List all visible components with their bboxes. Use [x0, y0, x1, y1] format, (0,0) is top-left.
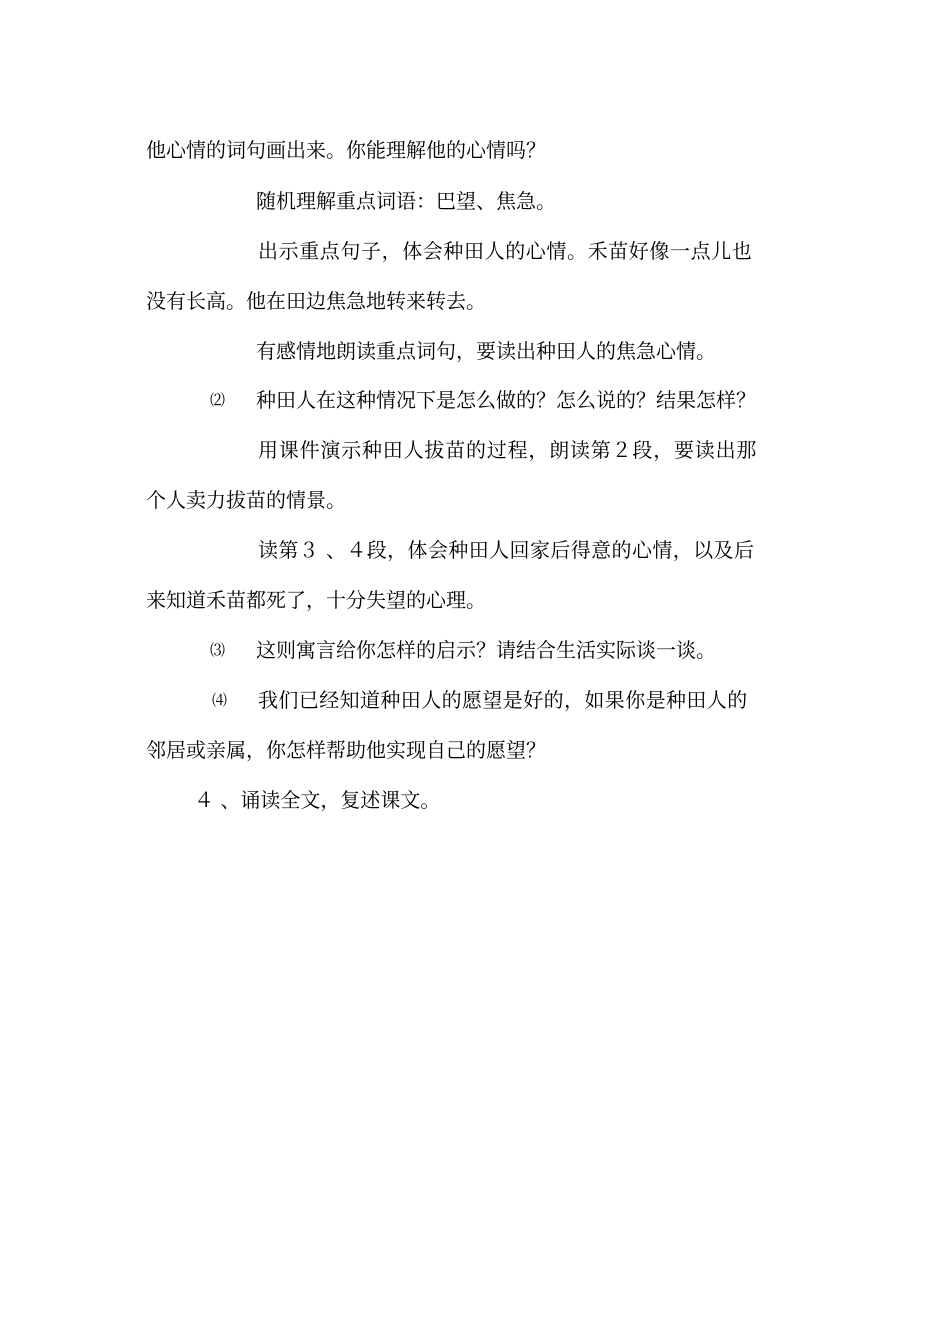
- text-line: 出示重点句子，体会种田人的心情。禾苗好像一点儿也: [258, 239, 753, 263]
- text-line: 没有长高。他在田边焦急地转来转去。: [146, 289, 486, 313]
- text-line: 我们已经知道种田人的愿望是好的，如果你是种田人的: [258, 688, 748, 712]
- text-line: 有感情地朗读重点词句，要读出种田人的焦急心情。: [256, 339, 716, 363]
- section-heading: ４ 、诵读全文，复述课文。: [194, 788, 441, 812]
- list-marker: ⑶: [210, 641, 226, 659]
- list-marker: ⑵: [210, 391, 226, 409]
- text-line: 种田人在这种情况下是怎么做的？怎么说的？结果怎样？: [256, 388, 756, 412]
- text-line: 随机理解重点词语：巴望、焦急。: [256, 189, 556, 213]
- text-line: 邻居或亲属，你怎样帮助他实现自己的愿望？: [146, 738, 546, 762]
- text-line: 他心情的词句画出来。你能理解他的心情吗？: [146, 138, 546, 162]
- text-line: 个人卖力拔苗的情景。: [146, 488, 346, 512]
- list-marker: ⑷: [212, 691, 228, 709]
- text-line: 读第３ 、４段，体会种田人回家后得意的心情，以及后: [258, 538, 755, 562]
- text-line: 用课件演示种田人拔苗的过程，朗读第２段，要读出那: [258, 438, 758, 462]
- text-line: 来知道禾苗都死了，十分失望的心理。: [146, 588, 486, 612]
- text-line: 这则寓言给你怎样的启示？请结合生活实际谈一谈。: [256, 638, 716, 662]
